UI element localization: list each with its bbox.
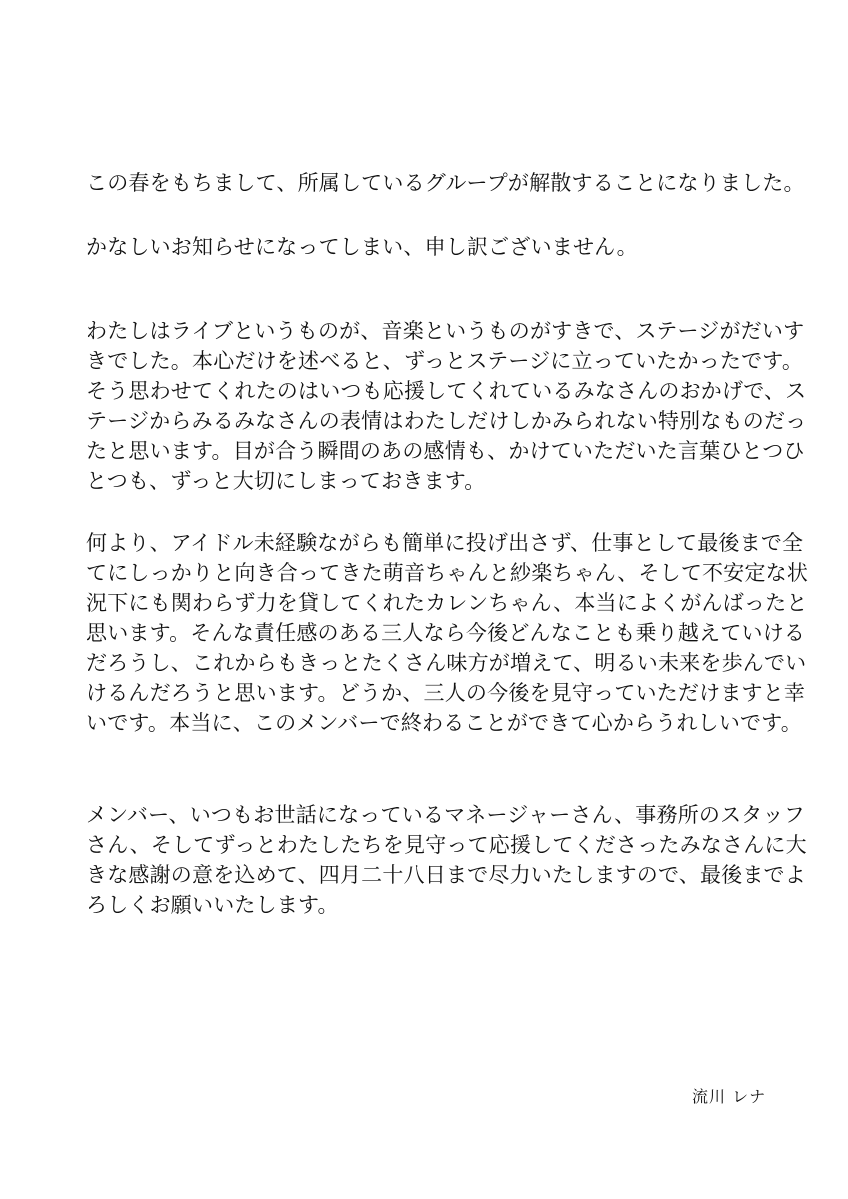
text-line: さん、そしてずっとわたしたちを見守って応援してくださったみなさんに大 (86, 833, 807, 857)
text-line: かなしいお知らせになってしまい、申し訳ございません。 (86, 235, 638, 259)
text-line: テージからみるみなさんの表情はわたしだけしかみられない特別なものだっ (86, 409, 807, 433)
text-line: わたしはライブというものが、音楽というものがすきで、ステージがだいす (86, 319, 805, 343)
text-line: きな感謝の意を込めて、四月二十八日まで尽力いたしますので、最後までよ (86, 863, 806, 887)
text-line: けるんだろうと思います。どうか、三人の今後を見守っていただけますと幸 (86, 681, 806, 705)
text-line: たと思います。目が合う瞬間のあの感情も、かけていただいた言葉ひとつひ (86, 439, 805, 463)
text-line: そう思わせてくれたのはいつも応援してくれているみなさんのおかげで、ス (86, 379, 807, 403)
text-line: とつも、ずっと大切にしまっておきます。 (86, 469, 486, 493)
text-line: だろうし、これからもきっとたくさん味方が増えて、明るい未来を歩んでい (86, 651, 807, 675)
signature: 流川 レナ (692, 1087, 767, 1106)
text-line: 何より、アイドル未経験ながらも簡単に投げ出さず、仕事として最後まで全 (86, 531, 804, 555)
text-line: 思います。そんな責任感のある三人なら今後どんなことも乗り越えていける (86, 621, 806, 645)
text-line: ろしくお願いいたします。 (86, 893, 339, 917)
text-line: メンバー、いつもお世話になっているマネージャーさん、事務所のスタッフ (86, 803, 805, 827)
text-line: 況下にも関わらず力を貸してくれたカレンちゃん、本当によくがんばったと (86, 591, 808, 615)
text-line: この春をもちまして、所属しているグループが解散することになりました。 (86, 171, 805, 195)
text-line: てにしっかりと向き合ってきた萌音ちゃんと紗楽ちゃん、そして不安定な状 (86, 561, 809, 585)
text-line: いです。本当に、このメンバーで終わることができて心からうれしいです。 (86, 711, 802, 735)
text-line: きでした。本心だけを述べると、ずっとステージに立っていたかったです。 (86, 349, 804, 373)
